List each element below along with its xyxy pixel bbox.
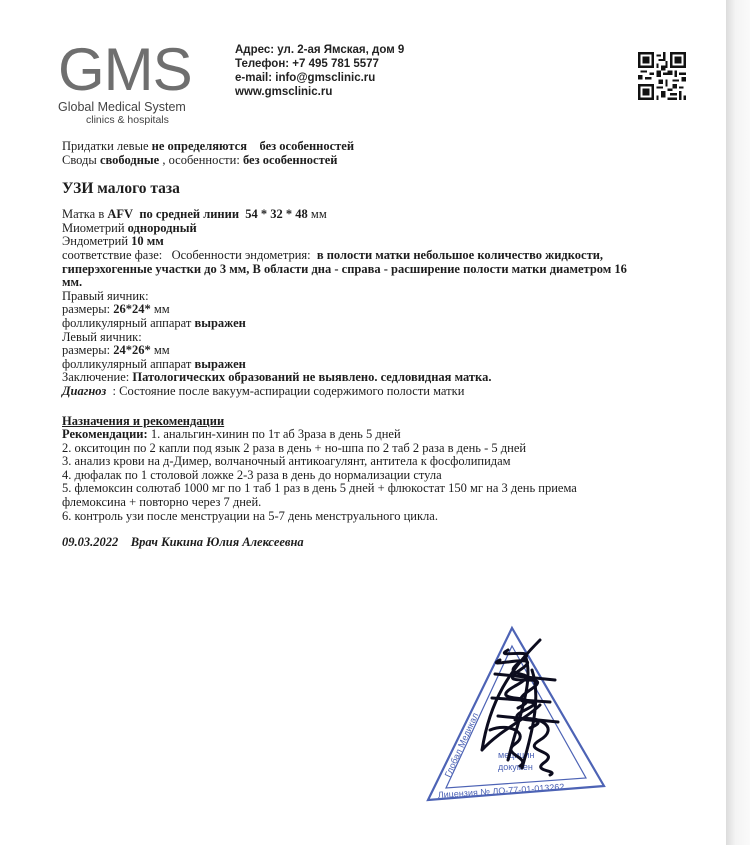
logo-subtitle: Global Medical System [58,100,186,114]
phone-line: Телефон: +7 495 781 5577 [235,58,379,70]
left-ovary-follicular: фолликулярный аппарат выражен [62,356,246,371]
svg-text:Глобал Медикал [443,711,481,779]
stamp-text-center2: докумен [498,762,533,772]
address-line: Адрес: ул. 2-ая Ямская, дом 9 [235,44,405,56]
signature-line: 09.03.2022 Врач Кикина Юлия Алексеевна [62,535,304,550]
left-ovary-size: размеры: 24*26* мм [62,343,170,358]
recommendation-item: 2. окситоцин по 2 капли под язык 2 раза в день + но-шпа по 2 таб 2 раза в день - 5 дней [62,440,527,455]
diagnosis-line: Диагноз : Состояние после вакуум-аспирации содержимого полости матки [62,383,465,398]
page-edge [726,0,750,845]
myometrium-line: Миометрий однородный [62,220,197,235]
email-line: e-mail: info@gmsclinic.ru [235,72,376,84]
stamp-text-center1: медицин [498,750,535,760]
phase-line: соответствие фазе: Особенности эндометрия: в полости матки небольшое количество жидкости, [62,247,604,262]
website-line: www.gmsclinic.ru [235,86,333,98]
clinic-stamp [420,610,610,810]
left-ovary-label: Левый яичник: [62,329,142,344]
right-ovary-label: Правый яичник: [62,288,149,303]
phase-line-2: гиперэхогенные участки до 3 мм, В области дна - справа - расширение полости матки диаметром 16 [62,261,627,276]
endometrium-line: Эндометрий 10 мм [62,234,164,249]
logo-main-text: GMS [58,36,192,103]
recommendations-title: Назначения и рекомендации [62,413,225,428]
qr-code-icon [638,52,686,100]
right-ovary-follicular: фолликулярный аппарат выражен [62,315,246,330]
section-title: УЗИ малого таза [62,180,180,198]
conclusion-line: Заключение: Патологических образований не выявлено. седловидная матка. [62,370,492,385]
recommendation-item: 4. дюфалак по 1 столовой ложке 2-3 раза в день до нормализации стула [62,467,442,482]
stamp-text-bottom: Лицензия № ЛО-77-01-013262 [437,781,565,800]
right-ovary-size: размеры: 26*24* мм [62,302,170,317]
fornix-line: Своды свободные , особенности: без особенностей [62,152,338,167]
contact-block [235,43,404,99]
stamp-text-left: Глобал Медикал [442,711,481,779]
recommendation-item: 5. флемоксин солютаб 1000 мг по 1 таб 1 раз в день 5 дней + флюкостат 150 мг на 3 день приема [62,481,577,496]
logo-subtitle-2: clinics & hospitals [86,114,169,126]
left-adnexa-line: Придатки левые не определяются без особенностей [62,139,355,153]
recommendation-item: Рекомендации: 1. анальгин-хинин по 1т аб 3раза в день 5 дней [62,427,401,442]
recommendation-item: 6. контроль узи после менструации на 5-7 день менструального цикла. [62,508,438,523]
uterus-line: Матка в AFV по средней линии 54 * 32 * 48 мм [62,207,327,222]
report-body [62,140,672,550]
recommendation-item: 3. анализ крови на д-Димер, волчаночный антикоагулянт, антитела к фосфолипидам [62,454,511,469]
recommendation-item: флемоксина + повторно через 7 дней. [62,495,262,510]
gms-logo [58,36,192,127]
phase-line-3: мм. [62,275,83,290]
